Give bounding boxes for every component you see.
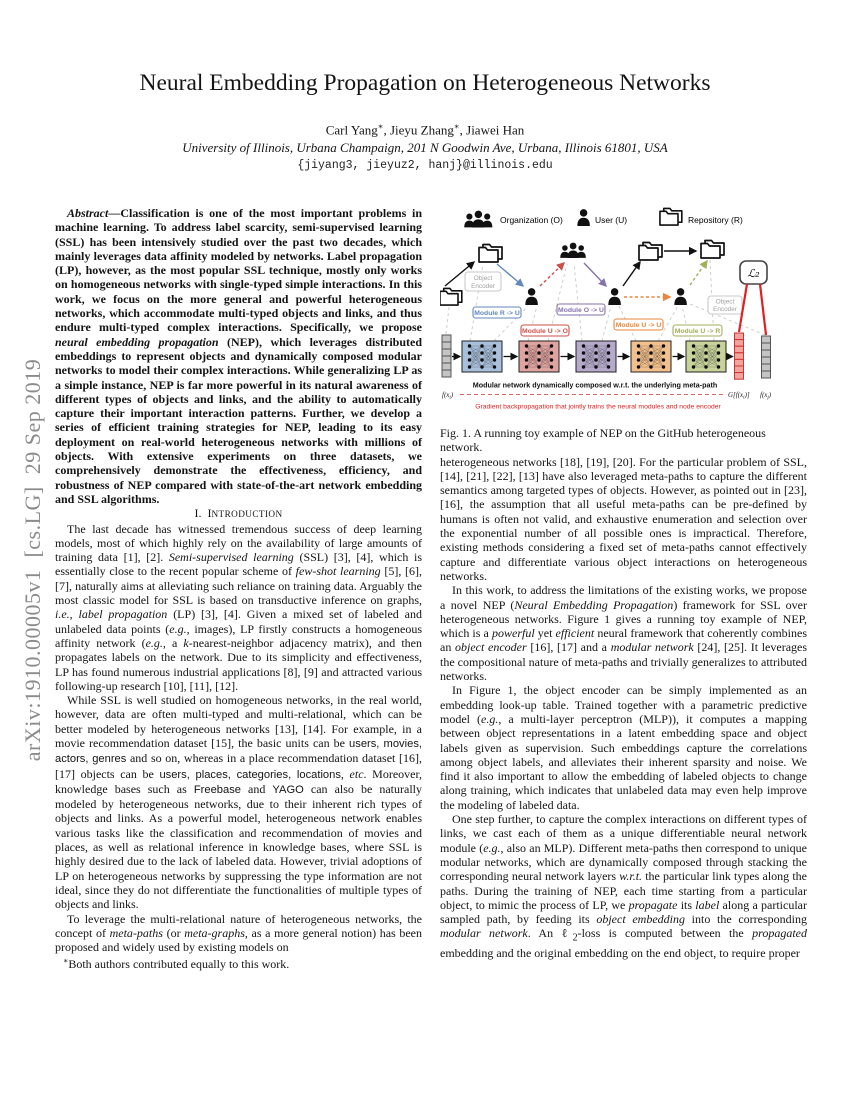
paper-title: Neural Embedding Propagation on Heterogeneous Networks <box>139 70 711 96</box>
edge-u-r-arrow <box>690 261 707 285</box>
legend-user-icon <box>577 209 590 226</box>
fxi-label: $f(x_i)$ <box>442 391 454 401</box>
left-column <box>55 206 422 972</box>
authors-line: Carl Yang∗, Jieyu Zhang∗, Jiawei Han <box>325 121 525 138</box>
intro-paragraph-3: To leverage the multi-relational nature of heterogeneous networks, the concept of meta-paths (or meta-graphs, as a more general notion) has been proposed and widely used by existing models on <box>55 911 422 955</box>
section-heading-introduction: I. INTRODUCTION <box>194 506 283 521</box>
svg-text:Module U -> O: Module U -> O <box>522 328 568 335</box>
nn-block-3 <box>631 341 671 372</box>
object-encoder-box-2 <box>708 296 742 314</box>
svg-text:Module R -> U: Module R -> U <box>474 310 520 317</box>
module-label-4 <box>673 325 722 336</box>
repository-node-start <box>440 288 462 305</box>
module-label-0 <box>473 307 521 318</box>
module-label-1 <box>521 325 569 336</box>
right-paragraph-4: One step further, to capture the complex interactions on different types of links, we cast each of them as a unique differentiable neural network module (e.g., also an MLP). Different meta-paths then correspond to unique modular networks, which are dynamically composed through stacking the corresponding neural network layers w.r.t. the particular link types along the paths. During the training of NEP, each time starting from a particular object, to mimic the process of LP, we propagate its label along a particular sampled path, by feeding its object embedding into the corresponding modular network. An ℓ$_2$-loss is computed between the propagated embedding and the original embedding on the end object, to require proper <box>440 812 807 961</box>
legend-organization-icon <box>464 211 492 228</box>
repository-node-1 <box>479 245 502 263</box>
right-paragraph-3: In Figure 1, the object encoder can be simply implemented as an embedding look-up table. Trained together with a parametric predictive model (e.g., a multi-layer perceptron (MLP)), it computes a mapping between object representations in a latent embedding space and object labels given as supervision. Such embeddings capture the correlations among object labels, and alleviates their inherent sparsity and noise. We find it also important to allow the embedding of labeled objects to change along training, which indicates that unlabeled data may even help improve the modeling of labeled data. <box>440 683 807 812</box>
propagated-embedding-vector <box>735 333 744 379</box>
repository-node-2 <box>639 243 662 261</box>
modular-network-caption: Modular network dynamically composed w.r.t. the underlying meta-path <box>472 380 718 390</box>
intro-paragraph-1: The last decade has witnessed tremendous success of deep learning models, most of which highly rely on the availability of large amounts of training data [1], [2]. Semi-supervised learning (SSL) [3], [4], which is essentially close to the recent popular scheme of few-shot learning [5], [6], [7], naturally aims at alleviating such reliance on training data. Arguably the most classic model for SSL is based on transductive inference on graphs, i.e., label propagation (LP) [3], [4]. Given a mixed set of labeled and unlabeled data points (e.g., images), LP firstly constructs a homogeneous affinity network (e.g., a k-nearest-neighbor adjacency matrix), and then propagates labels on the network. Due to its simplicity and effectiveness, LP has found numerous industrial applications [8], [9] and attracted various following-up research [10], [11], [12]. <box>55 521 423 693</box>
organization-node <box>560 243 586 258</box>
legend-user-label: User (U) <box>595 215 628 225</box>
affiliation-line: University of Illinois, Urbana Champaign, 201 N Goodwin Ave, Urbana, Illinois 61801, USA <box>182 140 668 156</box>
svg-text:Object: Object <box>473 275 493 282</box>
loss-link-target <box>760 284 766 335</box>
edge-o-u-arrow <box>584 263 606 286</box>
loss-box <box>740 261 767 284</box>
user-node-2 <box>608 288 621 305</box>
svg-text:Encoder: Encoder <box>713 306 737 313</box>
author-footnote: ∗Both authors contributed equally to this work. <box>63 956 290 972</box>
emails-line: {jiyang3, jieyuz2, hanj}@illinois.edu <box>297 159 553 173</box>
svg-text:Object: Object <box>715 298 735 306</box>
svg-text:Encoder: Encoder <box>471 283 495 290</box>
fxj-label: $f(x_j)$ <box>760 391 772 401</box>
arxiv-watermark: arXiv:1910.00005v1 [cs.LG] 29 Sep 2019 <box>20 358 45 762</box>
edge-u-r-black-arrow <box>623 262 640 286</box>
loss-label: ℒ₂ <box>747 267 760 280</box>
legend-organization-label: Organization (O) <box>500 215 563 225</box>
legend-repository-icon <box>660 208 682 225</box>
svg-text:Module U -> R: Module U -> R <box>674 328 721 335</box>
figure-1 <box>440 206 804 421</box>
input-embedding-vector <box>442 335 451 377</box>
object-encoder-box-1 <box>465 272 501 291</box>
edge-u-o-arrow <box>540 263 564 286</box>
backprop-caption: Gradient backpropagation that jointly trains the neural modules and node encoder <box>475 403 721 411</box>
right-paragraph-1: heterogeneous networks [18], [19], [20]. For the particular problem of SSL, [14], [21], [22], [13] have also leveraged meta-paths to capture the different semantics among targeted types of objects. However, as pointed out in [23], [16], the assumption that all useful meta-paths can be pre-defined by humans is often not valid, and exhaustive enumeration and selection over the exponential number of all possible ones is impractical. Therefore, existing methods considering a fixed set of meta-paths cannot effectively capture and differentiate various object interactions on heterogeneous networks. <box>440 454 807 583</box>
right-column <box>440 206 807 960</box>
right-paragraph-2: In this work, to address the limitations of the existing works, we propose a novel NEP (Neural Embedding Propagation) framework for SSL over heterogeneous networks. Figure 1 gives a running toy example of NEP, which is a powerful yet efficient neural framework that coherently combines an object encoder [16], [17] and a modular network [24], [25]. It leverages the compositional nature of meta-paths and trivially generalizes to attributed networks. <box>440 583 808 684</box>
module-label-3 <box>614 319 663 330</box>
paper-header <box>0 70 850 172</box>
nn-block-0 <box>462 341 502 372</box>
nn-block-1 <box>519 341 559 372</box>
two-column-body <box>55 206 807 972</box>
intro-paragraph-2: While SSL is well studied on homogeneous networks, in the real world, however, data are often multi-typed and multi-relational, which can be better modeled by heterogeneous networks [13], [14]. For example, in a movie recommendation dataset [15], the basic units can be users, movies, actors, genres and so on, whereas in a place recommendation dataset [16], [17] objects can be users, places, categories, locations, etc. Moreover, knowledge bases such as Freebase and YAGO can also be naturally modeled by heterogeneous networks, due to their inherent rich types of objects and links. As a powerful model, heterogeneous network enables various tasks like the classification and recommendation of movies and places, as well as relational inference in knowledge bases, where SSL is highly desired due to the lack of labeled data. However, trivial adoptions of LP on heterogeneous networks by suppressing the type information are not ideal, since they do not differentiate the functionalities of multiple types of objects and links. <box>55 693 423 912</box>
figure-caption: Fig. 1. A running toy example of NEP on the GitHub heterogeneous network. <box>440 426 766 455</box>
target-embedding-vector <box>762 336 771 378</box>
abstract-paragraph: Abstract—Classification is one of the most important problems in machine learning. To address label scarcity, semi-supervised learning (SSL) has been intensively studied over the past two decades, which mainly leverages data affinity modeled by networks. Label propagation (LP), however, as the most popular SSL technique, mostly only works on homogeneous networks with single-typed simple interactions. In this work, we focus on the more general and powerful heterogeneous networks, which accommodate multi-typed objects and links, and thus endure multi-typed complex interactions. Specifically, we propose neural embedding propagation (NEP), which leverages distributed embeddings to represent objects and dynamically composed modular networks to model their complex interactions. While generalizing LP as a simple instance, NEP is far more powerful in its natural awareness of different types of objects and links, and the ability to automatically capture their important interaction patterns. Further, we develop a series of efficient training strategies for NEP, leading to its easy deployment on real-world heterogeneous networks with millions of objects. With extensive experiments on three datasets, we comprehensively demonstrate the effectiveness, efficiency, and robustness of NEP compared with state-of-the-art network embedding and SSL algorithms. <box>55 206 423 506</box>
user-node-3 <box>674 288 687 305</box>
nn-block-2 <box>576 341 616 372</box>
svg-text:Module O -> U: Module O -> U <box>558 307 604 314</box>
module-label-2 <box>557 304 605 315</box>
svg-text:Module U -> U: Module U -> U <box>615 322 662 329</box>
gfxi-label: $G[f(x_i)]$ <box>728 391 750 401</box>
nn-block-4 <box>686 341 726 372</box>
repository-node-3 <box>701 241 724 259</box>
user-node-1 <box>525 288 538 305</box>
legend-repository-label: Repository (R) <box>688 215 743 225</box>
